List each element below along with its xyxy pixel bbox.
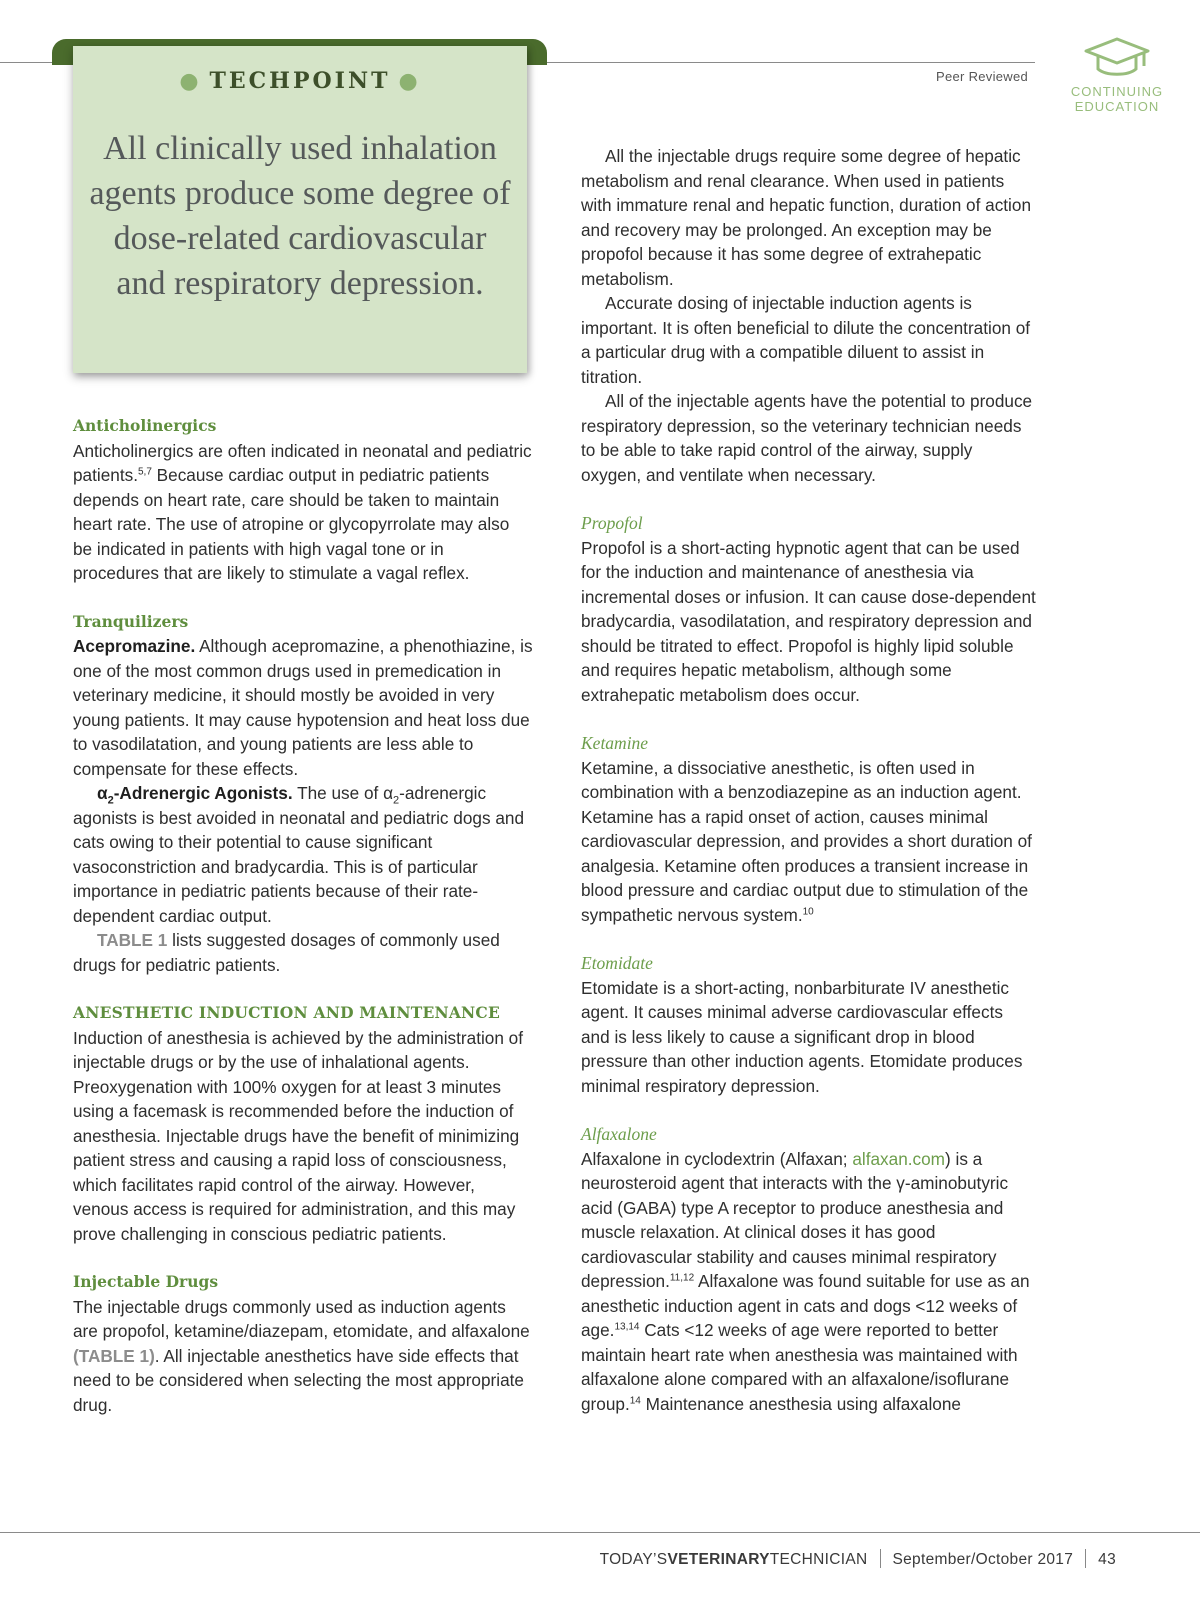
paragraph-propofol: Propofol is a short-acting hypnotic agent that can be used for the induction and maintenance of anesthesia via incremental doses or infusion. It can cause dose-dependent bradycardia, vasodilatation, and respiratory depression and should be titrated to effect. Propofol is highly lipid soluble and requires hepatic metabolism, although some extrahepatic metabolism does occur. (581, 537, 1036, 705)
paragraph-respiratory: All of the injectable agents have the potential to produce respiratory depression, so the veterinary technician needs to be able to take rapid control of the airway, supply oxygen, and ventilate when necessary. (581, 391, 1033, 485)
techpoint-box (73, 46, 527, 373)
techpoint-text: All clinically used inhalation agents produce some degree of dose-related cardiovascular and respiratory depression. (89, 130, 511, 302)
page-footer (600, 1549, 1116, 1569)
subheading-alfaxalone: Alfaxalone (581, 1124, 657, 1144)
footer-divider (880, 1549, 881, 1568)
citation: 10 (802, 905, 814, 917)
paragraph-etomidate: Etomidate is a short-acting, nonbarbiturate IV anesthetic agent. It causes minimal adverse cardiovascular effects and is less likely to cause a significant drop in blood pressure than other induction agents. Etomidate produces minimal respiratory depression. (581, 977, 1023, 1096)
paragraph-table-reference: TABLE 1 lists suggested dosages of commonly used drugs for pediatric patients. (73, 930, 500, 975)
footer-divider (1085, 1549, 1086, 1568)
table-1-link[interactable]: (TABLE 1) (73, 1345, 155, 1366)
section-heading-tranquilizers: Tranquilizers (73, 611, 189, 631)
paragraph-injectable-drugs: The injectable drugs commonly used as induction agents are propofol, ketamine/diazepam, etomidate, and alfaxalone (TABLE 1). All injectable anesthetics have side effects that need to be considered when selecting the most appropriate drug. (73, 1296, 530, 1415)
citation: 11,12 (669, 1272, 695, 1284)
subheading-ketamine: Ketamine (581, 733, 649, 753)
paragraph-dosing: Accurate dosing of injectable induction agents is important. It is often beneficial to dilute the concentration of a particular drug with a compatible diluent to assist in titration. (581, 293, 1031, 387)
page-number: 43 (1098, 1551, 1116, 1568)
paragraph-alpha2-agonists: $\alpha_2$-Adrenergic Agonists. The use of $\alpha_2$-adrenergic agonists is best avoided in neonatal and pediatric dogs and cats owing to their potential to cause significant vasoconstriction and bradycardia. This is of particular importance in pediatric patients because of their rate-dependent cardiac output. (73, 783, 525, 926)
continuing-education-badge (1062, 36, 1172, 114)
right-column (581, 144, 1036, 1416)
subheading-etomidate: Etomidate (581, 953, 653, 973)
bullet-icon: ● (398, 68, 421, 94)
citation: 5,7 (137, 466, 152, 478)
paragraph-induction: Induction of anesthesia is achieved by the administration of injectable drugs or by the use of inhalational agents. Preoxygenation with 100% oxygen for at least 3 minutes using a facemask is recommended before the induction of anesthesia. Injectable drugs have the benefit of minimizing patient stress and causing a rapid loss of consciousness, which facilitates rapid control of the airway. However, venous access is required for administration, and this may prove challenging in conscious pediatric patients. (73, 1027, 524, 1244)
run-in-heading: Acepromazine. (73, 636, 196, 656)
issue-date: September/October 2017 (892, 1551, 1074, 1568)
paragraph-acepromazine: Acepromazine. Although acepromazine, a phenothiazine, is one of the most common drugs used in premedication in veterinary medicine, it should mostly be avoided in very young patients. It may cause hypotension and heat loss due to vasodilatation, and young patients are less able to compensate for these effects. (73, 636, 533, 779)
graduation-cap-icon (1082, 36, 1152, 78)
table-1-link[interactable]: TABLE 1 (97, 930, 168, 950)
alfaxan-link[interactable]: alfaxan.com (852, 1148, 945, 1169)
section-heading-induction: ANESTHETIC INDUCTION AND MAINTENANCE (73, 1003, 500, 1022)
subheading-propofol: Propofol (581, 513, 643, 533)
left-column (73, 414, 533, 1417)
badge-line-2: EDUCATION (1074, 99, 1160, 114)
peer-reviewed-label: Peer Reviewed (936, 69, 1029, 84)
citation: 13,14 (614, 1321, 640, 1333)
badge-line-1: CONTINUING (1070, 84, 1164, 99)
publication-name: TODAY’SVETERINARYTECHNICIAN (599, 1551, 868, 1568)
bottom-rule (0, 1532, 1200, 1533)
paragraph-ketamine: Ketamine, a dissociative anesthetic, is often used in combination with a benzodiazepine as an induction agent. Ketamine has a rapid onset of action, causes minimal cardiovascular depression, and provides a short duration of analgesia. Ketamine often produces a transient increase in blood pressure and cardiac output due to stimulation of the sympathetic nervous system.$^{10}$ (581, 757, 1032, 925)
paragraph-alfaxalone: Alfaxalone in cyclodextrin (Alfaxan; alfaxan.com) is a neurosteroid agent that interacts with the γ-aminobutyric acid (GABA) type A receptor to produce anesthesia and muscle relaxation. At clinical doses it has good cardiovascular stability and causes minimal respiratory depression.$^{11,12}$ Alfaxalone was found suitable for use as an anesthetic induction agent in cats and dogs <12 weeks of age.$^{13,14}$ Cats <12 weeks of age were reported to better maintain heart rate when anesthesia was maintained with alfaxalone alone compared with an alfaxalone/isoflurane group.$^{14}$ Maintenance anesthesia using alfaxalone (581, 1148, 1030, 1414)
section-heading-anticholinergics: Anticholinergics (73, 416, 217, 435)
citation: 14 (629, 1394, 641, 1406)
run-in-heading: $\alpha_2$-Adrenergic Agonists. (97, 783, 293, 807)
paragraph-metabolism: All the injectable drugs require some degree of hepatic metabolism and renal clearance. When used in patients with immature renal and hepatic function, duration of action and recovery may be prolonged. An exception may be propofol because it has some degree of extrahepatic metabolism. (581, 146, 1031, 289)
bullet-icon: ● (179, 68, 202, 94)
paragraph-anticholinergics: Anticholinergics are often indicated in neonatal and pediatric patients.$^{5,7}$ Because cardiac output in pediatric patients depends on heart rate, care should be taken to maintain heart rate. The use of atropine or glycopyrrolate may also be indicated in patients with high vagal tone or in procedures that are likely to stimulate a vagal reflex. (73, 440, 532, 583)
techpoint-heading: ● TECHPOINT ● (73, 68, 527, 94)
section-heading-injectable-drugs: Injectable Drugs (73, 1272, 219, 1291)
